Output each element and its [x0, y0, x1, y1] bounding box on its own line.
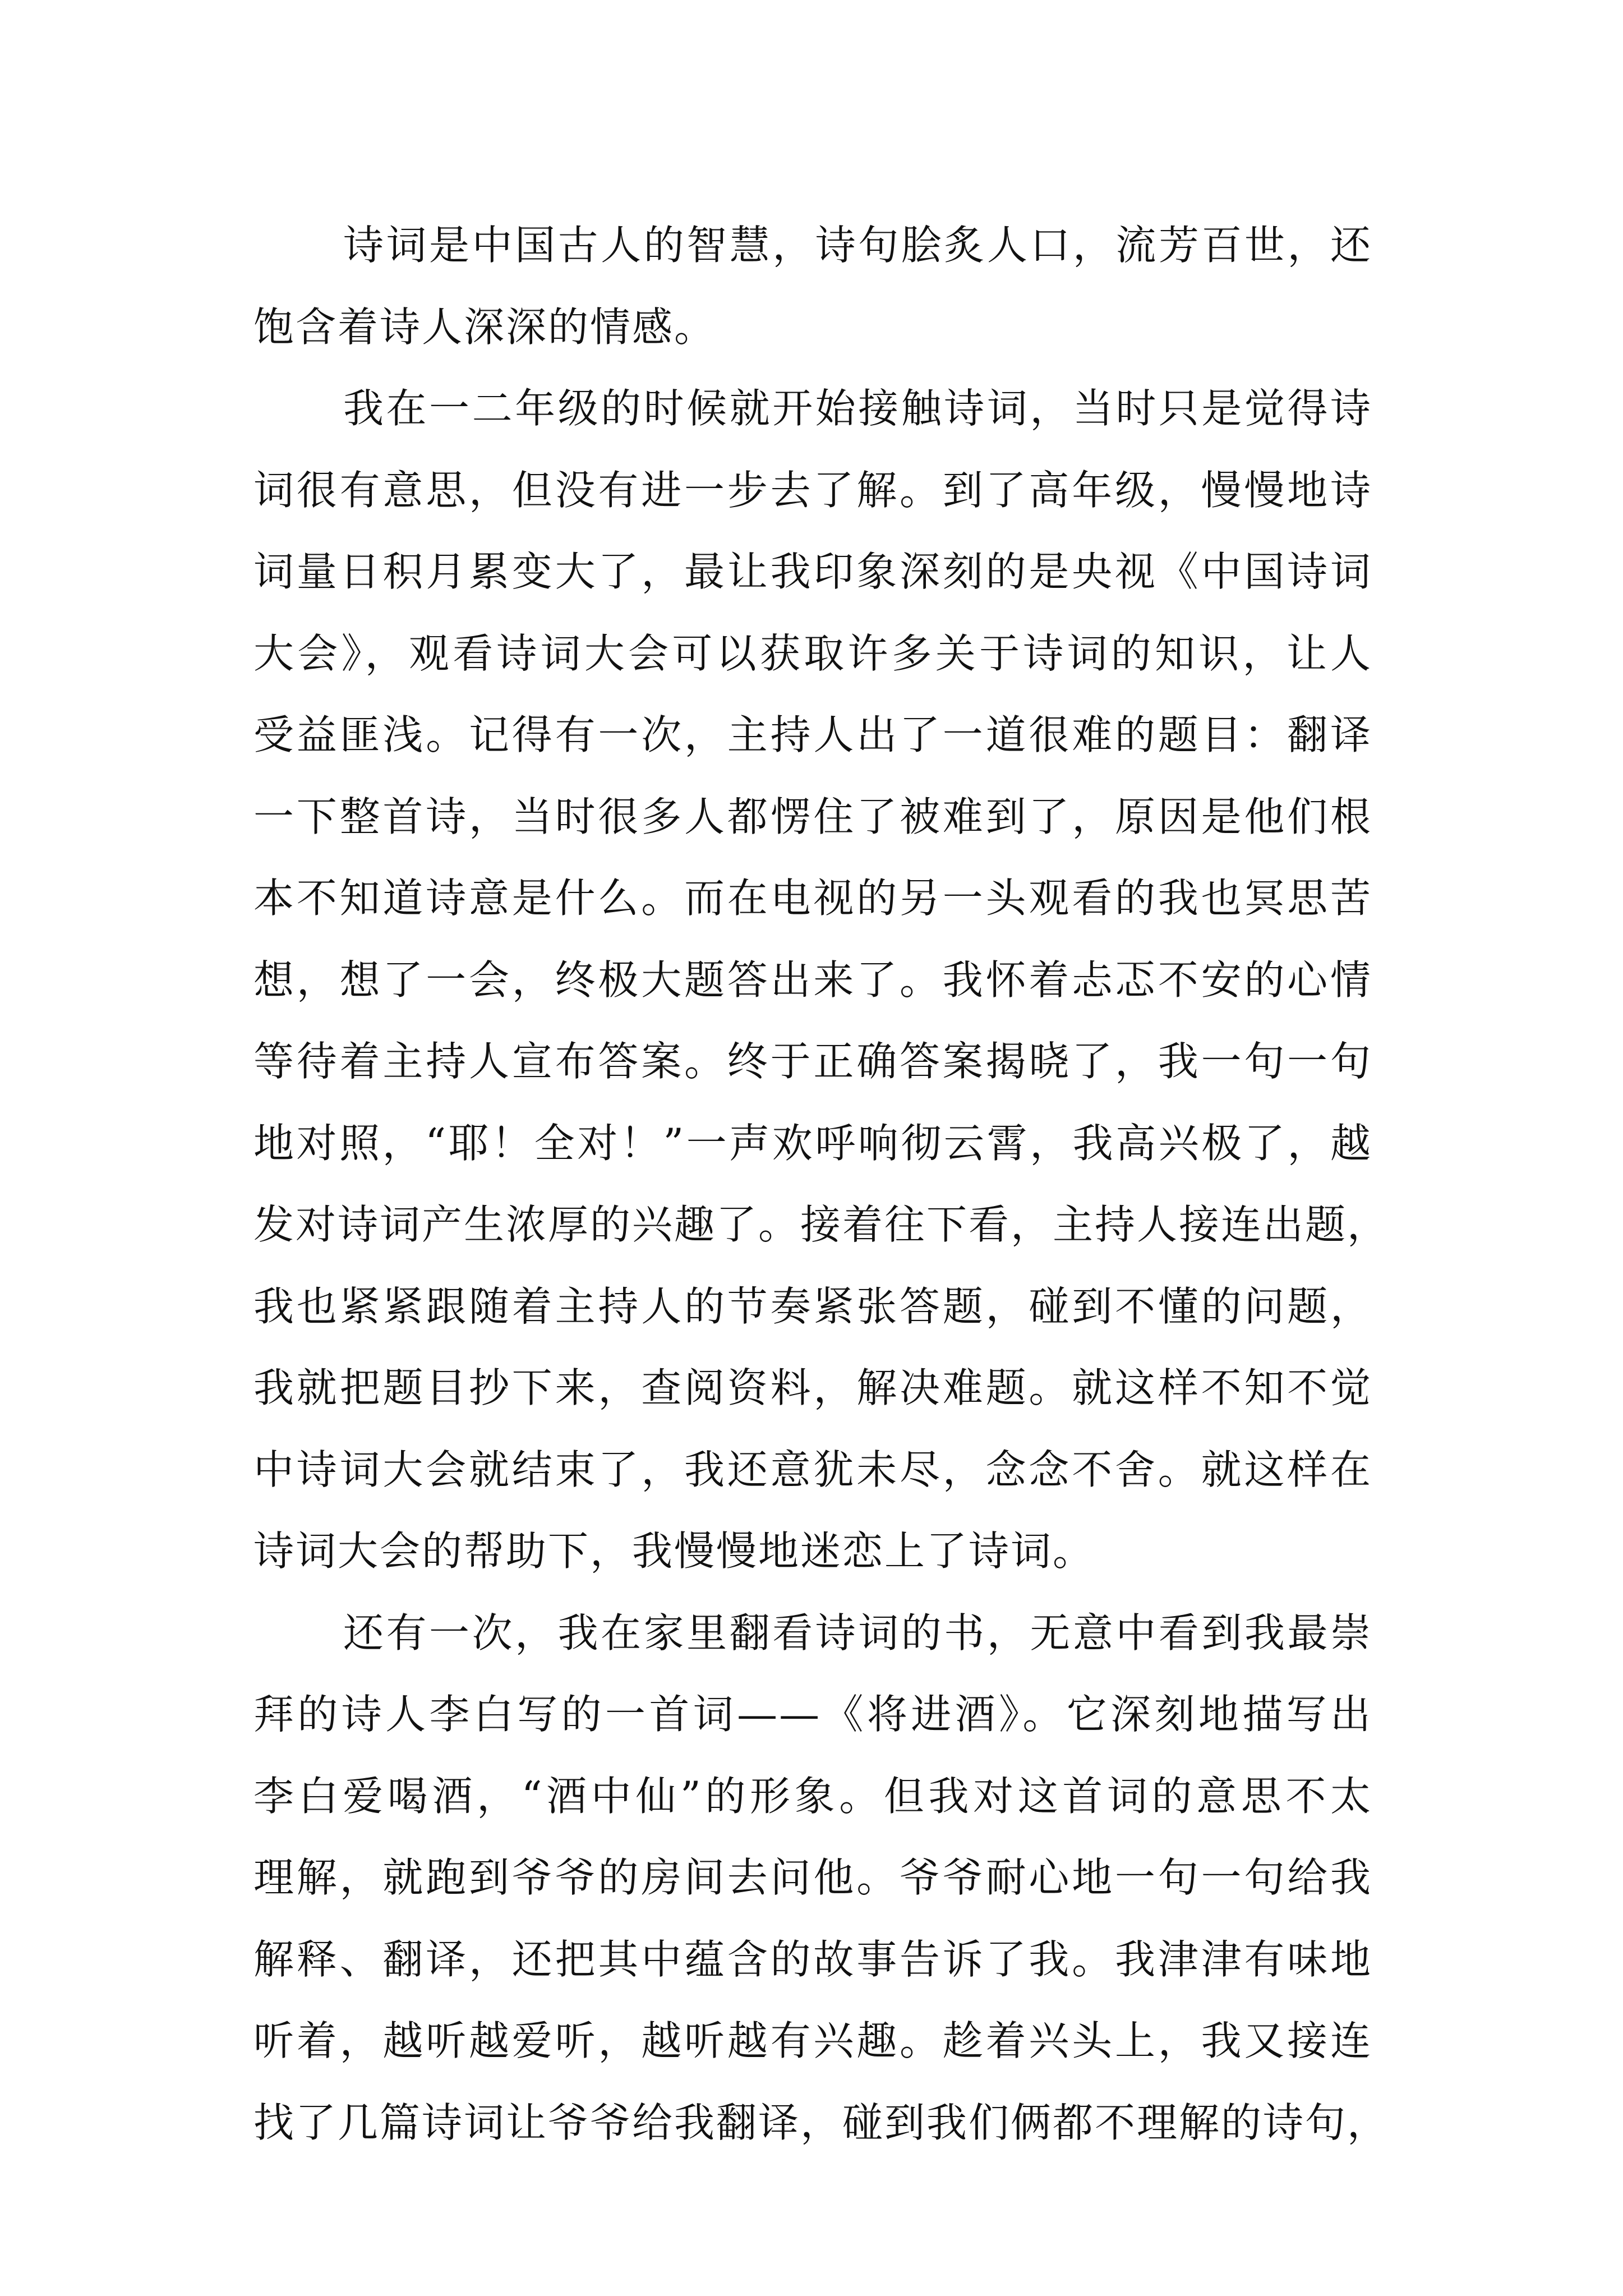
paragraph-3-line-1: 还有一次，我在家里翻看诗词的书，无意中看到我最崇 — [343, 1609, 1372, 1657]
paragraph-2-line-11: 发对诗词产生浓厚的兴趣了。接着往下看，主持人接连出题， — [253, 1201, 1390, 1248]
paragraph-3-line-6: 听着，越听越爱听，越听越有兴趣。趁着兴头上，我又接连 — [253, 2017, 1372, 2064]
paragraph-2-line-8: 想，想了一会，终极大题答出来了。我怀着忐忑不安的心情 — [253, 956, 1372, 1004]
paragraph-2-line-10: 地对照，“耶！全对！”一声欢呼响彻云霄，我高兴极了，越 — [253, 1119, 1372, 1167]
paragraph-2-line-5: 受益匪浅。记得有一次，主持人出了一道很难的题目：翻译 — [253, 711, 1372, 758]
paragraph-2-line-15: 诗词大会的帮助下，我慢慢地迷恋上了诗词。 — [253, 1527, 1095, 1575]
paragraph-2-line-4: 大会》，观看诗词大会可以获取许多关于诗词的知识，让人 — [253, 629, 1372, 677]
paragraph-1-line-2: 饱含着诗人深深的情感。 — [253, 303, 717, 351]
paragraph-2-line-14: 中诗词大会就结束了，我还意犹未尽，念念不舍。就这样在 — [253, 1446, 1372, 1493]
paragraph-2-line-12: 我也紧紧跟随着主持人的节奏紧张答题，碰到不懂的问题， — [253, 1282, 1372, 1330]
paragraph-3-line-2: 拜的诗人李白写的一首词——《将进酒》。它深刻地描写出 — [253, 1691, 1372, 1738]
paragraph-3-line-3: 李白爱喝酒，“酒中仙”的形象。但我对这首词的意思不太 — [253, 1772, 1372, 1820]
essay-body — [253, 205, 1390, 2164]
paragraph-2-line-7: 本不知道诗意是什么。而在电视的另一头观看的我也冥思苦 — [253, 875, 1372, 922]
paragraph-3-line-5: 解释、翻译，还把其中蕴含的故事告诉了我。我津津有味地 — [253, 1935, 1372, 1983]
paragraph-3-line-4: 理解，就跑到爷爷的房间去问他。爷爷耐心地一句一句给我 — [253, 1854, 1372, 1901]
paragraph-2-line-6: 一下整首诗，当时很多人都愣住了被难到了，原因是他们根 — [253, 793, 1372, 840]
paragraph-3-line-7: 找了几篇诗词让爷爷给我翻译，碰到我们俩都不理解的诗句， — [253, 2099, 1390, 2146]
paragraph-2-line-1: 我在一二年级的时候就开始接触诗词，当时只是觉得诗 — [343, 385, 1372, 432]
paragraph-2-line-13: 我就把题目抄下来，查阅资料，解决难题。就这样不知不觉 — [253, 1364, 1372, 1411]
paragraph-2-line-2: 词很有意思，但没有进一步去了解。到了高年级，慢慢地诗 — [253, 466, 1372, 514]
paragraph-2-line-9: 等待着主持人宣布答案。终于正确答案揭晓了，我一句一句 — [253, 1038, 1372, 1085]
paragraph-1-line-1: 诗词是中国古人的智慧，诗句脍炙人口，流芳百世，还 — [343, 222, 1372, 269]
paragraph-2-line-3: 词量日积月累变大了，最让我印象深刻的是央视《中国诗词 — [253, 548, 1372, 595]
